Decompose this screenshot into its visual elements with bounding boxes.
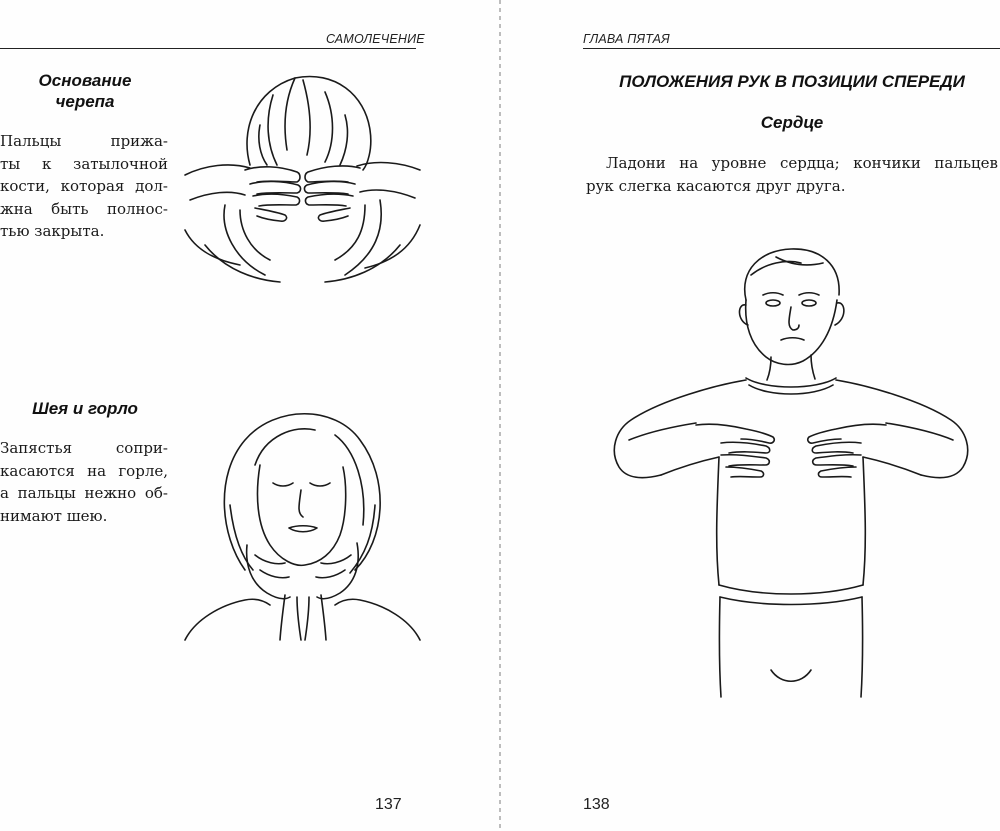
body-line: Ладони на уровне сердца; кончики пальцев	[606, 154, 998, 172]
left-page	[0, 0, 499, 831]
body-line: рук слегка касаются друг друга.	[586, 176, 846, 195]
section-title-line: Основание	[38, 71, 132, 90]
illustration-neck-throat	[185, 405, 420, 645]
section-title-line: черепа	[55, 92, 115, 111]
header-rule-left	[0, 48, 416, 49]
right-page	[501, 0, 1000, 831]
running-head-left: САМОЛЕЧЕНИЕ	[326, 32, 425, 46]
page-number-right: 138	[583, 796, 610, 813]
section-title-heart: Сердце	[760, 113, 824, 132]
body-line: тью закрыта.	[0, 222, 105, 240]
body-line: Запястья сопри-	[0, 439, 168, 457]
illustration-skull-base	[185, 70, 420, 285]
body-line: нимают шею.	[0, 506, 108, 525]
body-line: касаются на горле,	[0, 461, 168, 480]
running-head-right: ГЛАВА ПЯТАЯ	[583, 32, 670, 46]
chapter-title: ПОЛОЖЕНИЯ РУК В ПОЗИЦИИ СПЕРЕДИ	[619, 72, 965, 91]
body-line: кости, которая дол-	[0, 177, 168, 195]
body-line: а пальцы нежно об-	[0, 484, 168, 502]
body-line: Пальцы прижа-	[0, 132, 168, 150]
illustration-heart	[601, 245, 986, 700]
section-title-neck-throat: Шея и горло	[32, 399, 138, 418]
page-number-left: 137	[375, 796, 402, 813]
body-line: жна быть полнос-	[0, 199, 168, 218]
section-body-heart	[586, 152, 998, 197]
section-body-neck-throat	[0, 437, 168, 527]
header-rule-right	[583, 48, 1000, 49]
section-body-skull-base	[0, 130, 168, 243]
section-title-skull-base	[10, 70, 160, 112]
body-line: ты к затылочной	[0, 154, 168, 173]
